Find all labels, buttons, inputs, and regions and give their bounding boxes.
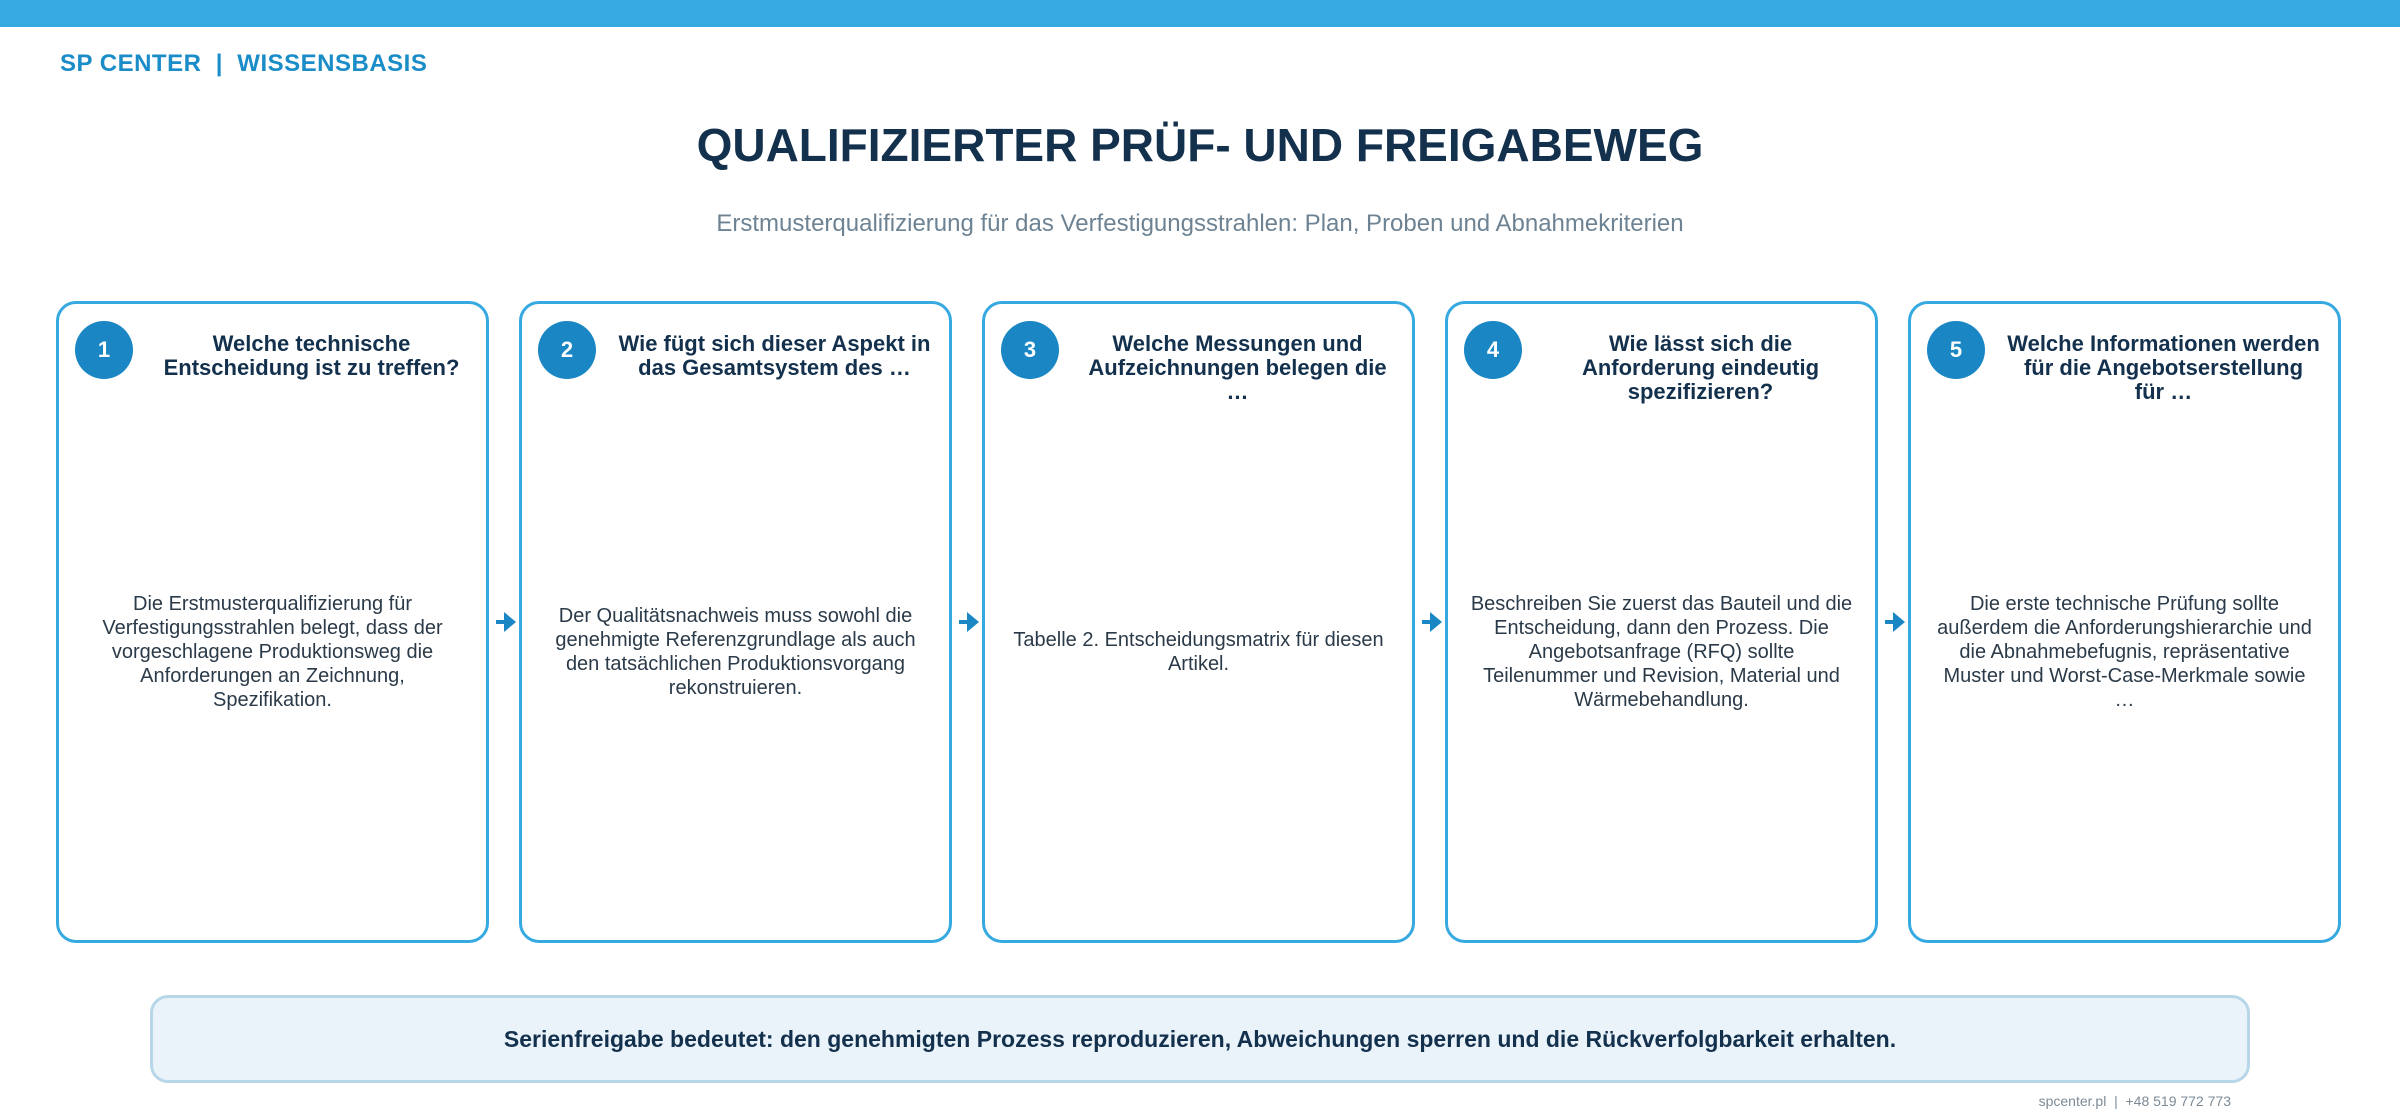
step-card-3 <box>982 301 1415 943</box>
arrow-right-icon <box>959 611 979 633</box>
page-subtitle: Erstmusterqualifizierung für das Verfestigungsstrahlen: Plan, Proben und Abnahmekriterien <box>716 210 1684 237</box>
step-answer: Die erste technische Prüfung sollte außerdem die Anforderungshierarchie und die Abnahmebefugnis, repräsentative Muster und Worst-Case-Merkmale sowie … <box>1937 593 2312 711</box>
brand-header: SP CENTER | WISSENSBASIS <box>60 50 428 77</box>
arrow-right-icon <box>496 611 516 633</box>
step-answer: Beschreiben Sie zuerst das Bauteil und die Entscheidung, dann den Prozess. Die Angebotsanfrage (RFQ) sollte Teilenummer und Revision, Material und Wärmebehandlung. <box>1470 593 1853 711</box>
step-card-2 <box>519 301 952 943</box>
footer-contact: spcenter.pl | +48 519 772 773 <box>2038 1093 2231 1109</box>
step-number-badge: 1 <box>75 321 133 379</box>
page-title: QUALIFIZIERTER PRÜF- UND FREIGABEWEG <box>696 119 1704 171</box>
step-question: Wie lässt sich die Anforderung eindeutig spezifizieren? <box>1581 331 1820 404</box>
step-question: Wie fügt sich dieser Aspekt in das Gesamtsystem des … <box>618 331 931 380</box>
step-number-badge: 5 <box>1927 321 1985 379</box>
arrow-right-icon <box>1885 611 1905 633</box>
step-question: Welche Messungen und Aufzeichnungen belegen die … <box>1088 331 1387 404</box>
top-accent-bar <box>0 0 2400 27</box>
step-question: Welche technische Entscheidung ist zu treffen? <box>163 331 460 380</box>
step-card-4 <box>1445 301 1878 943</box>
step-number-badge: 3 <box>1001 321 1059 379</box>
step-number-badge: 2 <box>538 321 596 379</box>
step-answer: Der Qualitätsnachweis muss sowohl die genehmigte Referenzgrundlage als auch den tatsächlichen Produktionsvorgang rekonstruieren. <box>555 605 916 699</box>
step-question: Welche Informationen werden für die Angebotserstellung für … <box>2007 331 2320 404</box>
step-card-1 <box>56 301 489 943</box>
step-number-badge: 4 <box>1464 321 1522 379</box>
arrow-right-icon <box>1422 611 1442 633</box>
summary-banner: Serienfreigabe bedeutet: den genehmigten Prozess reproduzieren, Abweichungen sperren und die Rückverfolgbarkeit erhalten. <box>150 995 2250 1083</box>
step-answer: Tabelle 2. Entscheidungsmatrix für diesen Artikel. <box>1013 629 1384 675</box>
step-answer: Die Erstmusterqualifizierung für Verfestigungsstrahlen belegt, dass der vorgeschlagene Produktionsweg die Anforderungen an Zeichnung, Spezifikation. <box>102 593 443 711</box>
step-card-5 <box>1908 301 2341 943</box>
